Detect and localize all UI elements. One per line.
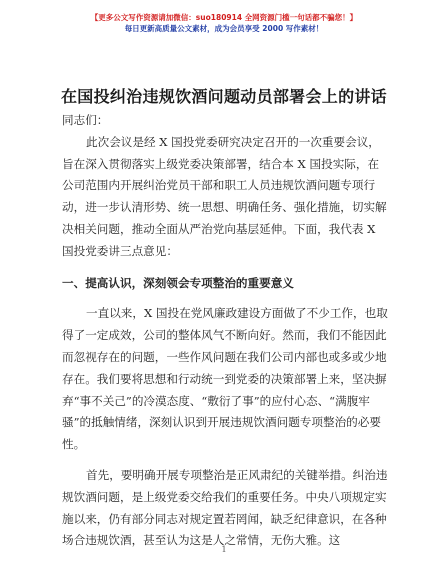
- promo-banner-line-1: 【更多公文写作资源请加微信：suo180914 全网资源门槛一句话都不骗您！】: [90, 13, 358, 22]
- paragraph-first-point: 首先，要明确开展专项整治是正风肃纪的关键举措。纠治违规饮酒问题，是上级党委交给我们的重要任务。中央八项规定实施以来，仍有部分同志对规定置若罔闻，缺乏纪律意识，在各种场合违规饮酒，甚至认为这是人之常情，无伤大雅。这: [62, 467, 388, 548]
- document-title: 在国投纠治违规饮酒问题动员部署会上的讲话: [60, 87, 387, 106]
- promo-banner-line-2: 每日更新高质量公文素材，成为会员享受 2000 写作素材！: [124, 24, 324, 33]
- page-number: 1: [221, 545, 227, 554]
- paragraph-intro: 此次会议是经 X 国投党委研究决定召开的一次重要会议，旨在深入贯彻落实上级党委决策部署，结合本 X 国投实际，在公司范围内开展纠治党员干部和职工人员违规饮酒问题专项行动，进一步认清形势、统一思想、明确任务、强化措施，切实解决相关问题，推动全面从严治党向基层延伸。下面，我代表 X 国投党委讲三点意见：: [62, 134, 387, 258]
- salutation: 同志们：: [62, 113, 109, 127]
- paragraph-section1-body: 一直以来，X 国投在党风廉政建设方面做了不少工作，也取得了一定成效，公司的整体风气不断向好。然而，我们不能因此而忽视存在的问题，一些作风问题在我们公司内部也或多或少地存在。我们要将思想和行动统一到党委的决策部署上来，坚决摒弃“事不关己”的冷漠态度、“敷衍了事”的应付心态、“满腹牢骚”的抵触情绪，深刻认识到开展违规饮酒问题专项整治的必要性。: [62, 306, 388, 452]
- section-heading-1: 一、提高认识，深刻领会专项整治的重要意义: [62, 275, 294, 290]
- promo-banner: [0, 12, 448, 34]
- document-body: [62, 110, 388, 552]
